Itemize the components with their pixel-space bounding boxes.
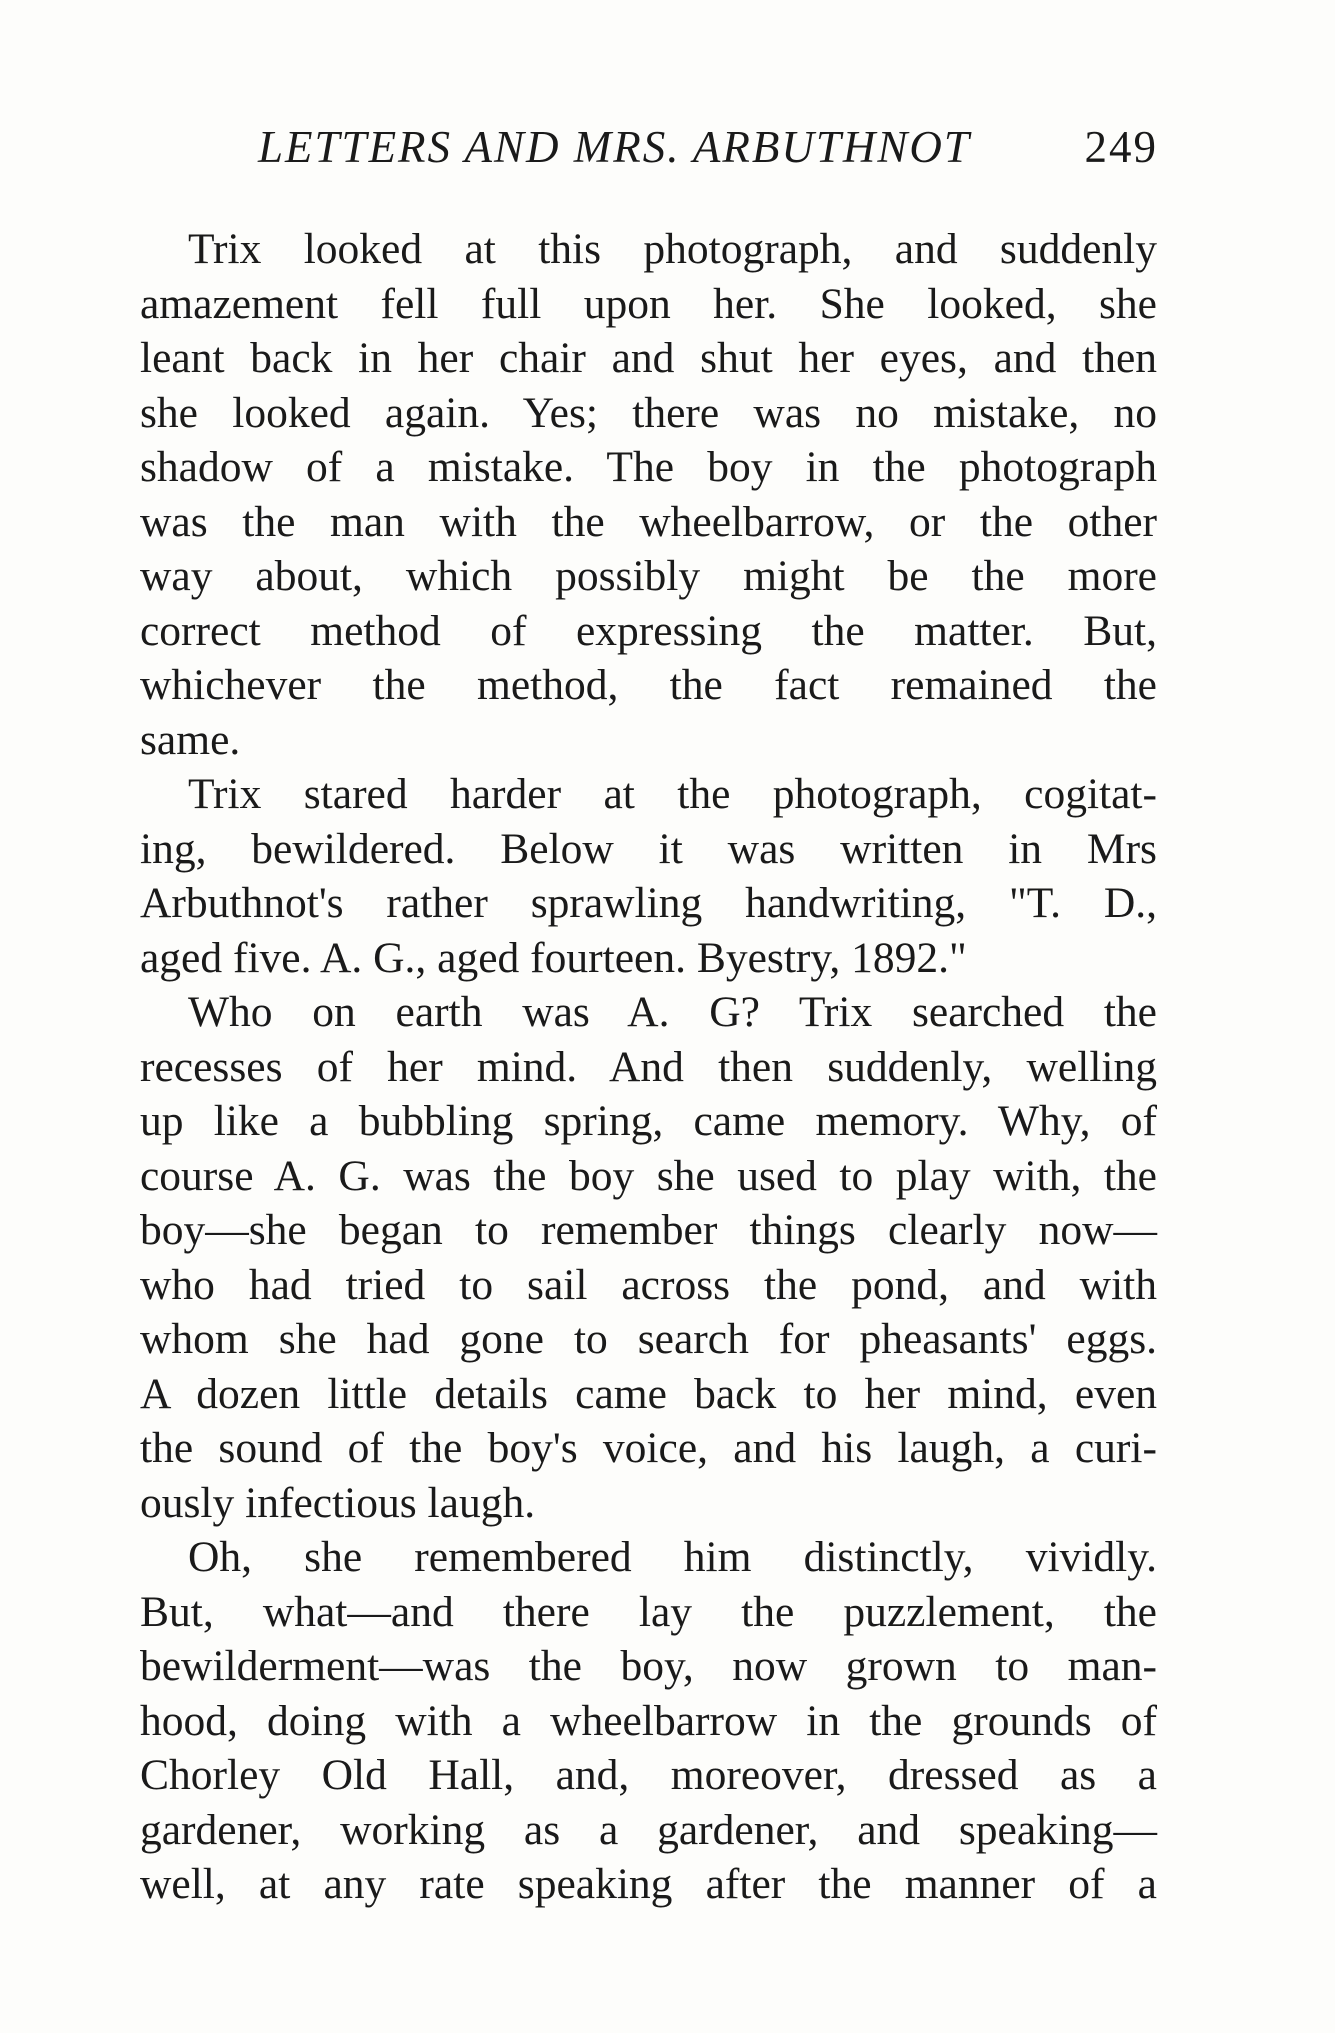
running-title: LETTERS AND MRS. ARBUTHNOT xyxy=(258,122,971,172)
text-line: hood, doing with a wheelbarrow in the grounds of xyxy=(140,1696,1157,1745)
text-line: whom she had gone to search for pheasants' eggs. xyxy=(140,1315,1157,1363)
text-line: same. xyxy=(140,715,241,764)
text-line: shadow of a mistake. The boy in the photograph xyxy=(140,443,1157,491)
text-line: ing, bewildered. Below it was written in Mrs xyxy=(140,824,1157,873)
text-line: was the man with the wheelbarrow, or the other xyxy=(140,497,1157,546)
text-line: course A. G. was the boy she used to play with, the xyxy=(140,1151,1157,1200)
text-line: Arbuthnot's rather sprawling handwriting, "T. D., xyxy=(140,879,1157,927)
page-body xyxy=(140,222,1157,1912)
text-line: Chorley Old Hall, and, moreover, dressed as a xyxy=(140,1751,1157,1799)
text-line: Oh, she remembered him distinctly, vividly. xyxy=(188,1533,1157,1581)
text-line: boy—she began to remember things clearly now— xyxy=(140,1206,1157,1254)
text-line: leant back in her chair and shut her eyes, and then xyxy=(140,334,1157,382)
paragraph xyxy=(140,1530,1157,1912)
text-line: Trix looked at this photograph, and suddenly xyxy=(188,225,1157,273)
text-line: she looked again. Yes; there was no mistake, no xyxy=(140,388,1157,437)
text-line: up like a bubbling spring, came memory. Why, of xyxy=(140,1097,1157,1145)
text-line: amazement fell full upon her. She looked, she xyxy=(140,279,1157,328)
paragraph xyxy=(140,985,1157,1530)
text-line: whichever the method, the fact remained the xyxy=(140,661,1157,709)
text-line: Who on earth was A. G? Trix searched the xyxy=(188,988,1157,1036)
running-header xyxy=(258,112,1158,182)
text-line: correct method of expressing the matter. But, xyxy=(140,606,1157,655)
text-line: bewilderment—was the boy, now grown to man- xyxy=(140,1642,1157,1690)
paragraph xyxy=(140,222,1157,767)
text-line: aged five. A. G., aged fourteen. Byestry, 1892." xyxy=(140,933,967,982)
text-line: recesses of her mind. And then suddenly, welling xyxy=(140,1042,1157,1091)
text-line: But, what—and there lay the puzzlement, the xyxy=(140,1587,1157,1636)
paragraph xyxy=(140,767,1157,985)
text-line: ously infectious laugh. xyxy=(140,1478,536,1527)
text-line: Trix stared harder at the photograph, cogitat- xyxy=(188,770,1157,818)
page-number: 249 xyxy=(1084,122,1158,172)
text-line: well, at any rate speaking after the manner of a xyxy=(140,1860,1157,1908)
text-line: way about, which possibly might be the more xyxy=(140,552,1157,600)
text-line: who had tried to sail across the pond, and with xyxy=(140,1260,1157,1309)
text-line: gardener, working as a gardener, and speaking— xyxy=(140,1805,1157,1854)
text-line: the sound of the boy's voice, and his laugh, a curi- xyxy=(140,1424,1157,1472)
text-line: A dozen little details came back to her mind, even xyxy=(140,1369,1157,1418)
